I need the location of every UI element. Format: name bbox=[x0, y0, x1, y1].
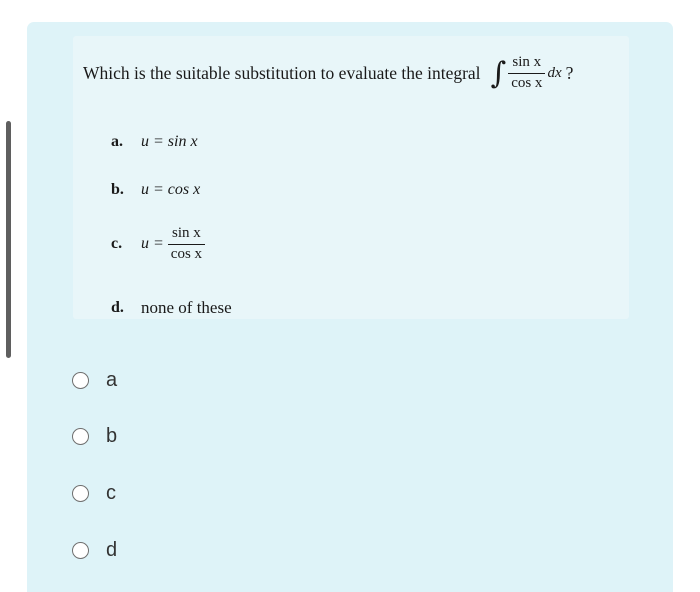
integrand-fraction bbox=[508, 55, 545, 92]
option-text: none of these bbox=[141, 298, 232, 317]
integrand-denominator: cos x bbox=[508, 73, 545, 92]
radio-button-c[interactable] bbox=[72, 485, 89, 502]
option-expression: u = sin x bbox=[141, 133, 198, 150]
answer-d[interactable] bbox=[72, 539, 117, 562]
question-box bbox=[73, 36, 629, 319]
option-expression-lhs: u = bbox=[141, 235, 164, 253]
answer-a[interactable] bbox=[72, 369, 117, 392]
option-denominator: cos x bbox=[168, 244, 205, 263]
answer-c[interactable] bbox=[72, 482, 116, 505]
answer-label-b[interactable]: b bbox=[106, 425, 118, 447]
differential: dx bbox=[547, 64, 562, 81]
option-c bbox=[111, 226, 205, 263]
answer-b[interactable] bbox=[72, 425, 117, 448]
question-card bbox=[27, 22, 673, 592]
radio-button-b[interactable] bbox=[72, 428, 89, 445]
scroll-indicator[interactable] bbox=[6, 121, 11, 358]
option-fraction bbox=[168, 226, 205, 263]
answer-label-a[interactable]: a bbox=[106, 369, 118, 391]
question-text bbox=[83, 55, 573, 92]
option-letter: d. bbox=[111, 299, 124, 316]
option-d bbox=[111, 298, 232, 318]
radio-button-a[interactable] bbox=[72, 372, 89, 389]
answer-label-d[interactable]: d bbox=[106, 539, 118, 561]
option-a bbox=[111, 133, 198, 151]
question-mark: ? bbox=[565, 62, 574, 83]
option-numerator: sin x bbox=[172, 225, 201, 241]
option-letter: c. bbox=[111, 235, 123, 253]
option-expression: u = cos x bbox=[141, 181, 201, 198]
option-letter: a. bbox=[111, 133, 123, 150]
option-letter: b. bbox=[111, 181, 124, 198]
radio-button-d[interactable] bbox=[72, 542, 89, 559]
option-b bbox=[111, 181, 200, 199]
question-prompt: Which is the suitable substitution to evaluate the integral bbox=[83, 62, 481, 83]
answer-label-c[interactable]: c bbox=[106, 482, 116, 504]
integral-symbol: ∫ bbox=[490, 56, 507, 92]
integrand-numerator: sin x bbox=[512, 54, 542, 70]
